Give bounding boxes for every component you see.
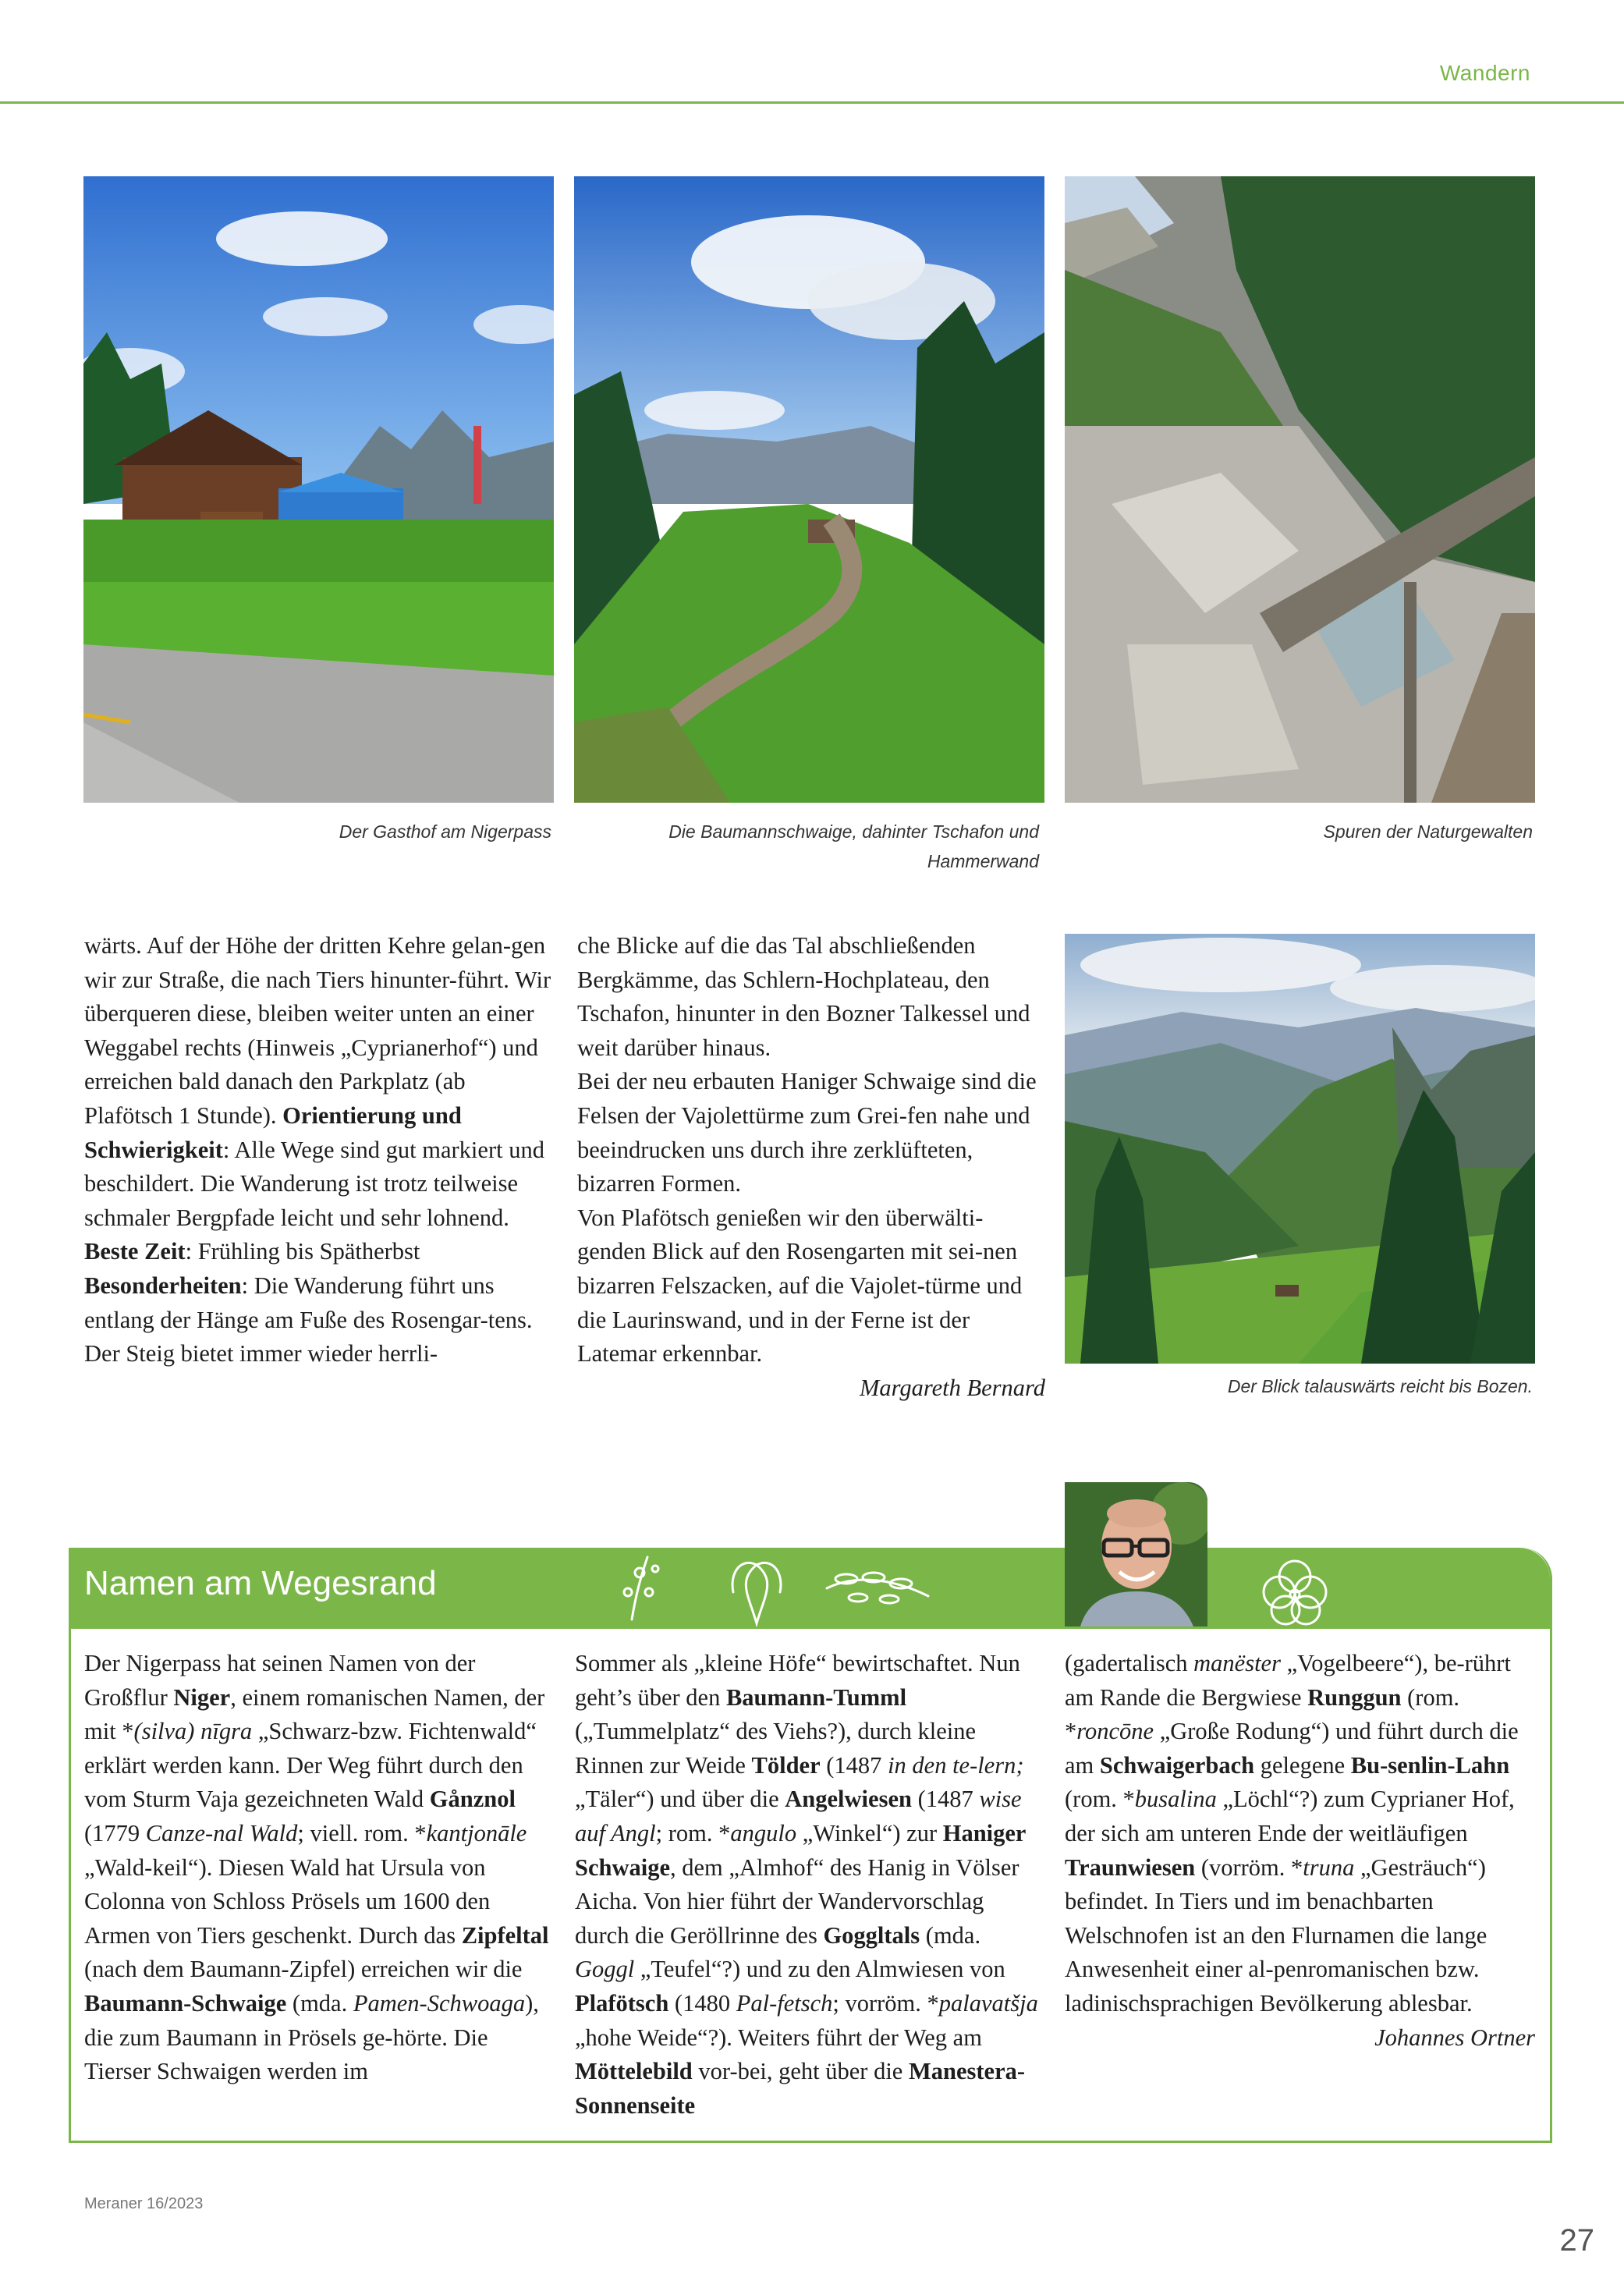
best-time-text: : Frühling bis Spätherbst bbox=[185, 1238, 420, 1265]
issue-label: Meraner 16/2023 bbox=[84, 2195, 204, 2212]
box-text: „Schwarz-bzw. Fichtenwald“ erklärt werden kann. Der Weg führt durch den vom Sturm Vaja gezeichneten Wald bbox=[84, 1718, 537, 1813]
box-text: „Gesträuch“) befindet. In Tiers und im benachbarten Welschnofen ist an den Flurnamen die lange Anwesenheit einer al-penromanischen bzw. ladinischsprachigen Bevölkerung ablesbar. bbox=[1065, 1854, 1487, 2017]
etymology: kantjonāle bbox=[426, 1819, 527, 1846]
place-name: Goggltals bbox=[823, 1921, 920, 1949]
highlights-label: Besonderheiten bbox=[84, 1272, 242, 1299]
box-text: (mda. bbox=[286, 1989, 353, 2017]
etymology: palavatšja bbox=[938, 1989, 1038, 2017]
box-text: Sommer als „kleine Höfe“ bewirtschaftet. Nun geht’s über den bbox=[575, 1650, 1020, 1711]
orientation-text: : Alle Wege sind gut markiert und beschildert. Die Wanderung ist trotz teilweise schmaler Bergpfade leicht und sehr lohnend. bbox=[84, 1136, 544, 1231]
etymology: angulo bbox=[730, 1819, 797, 1846]
etymology: (silva) nīgra bbox=[133, 1718, 253, 1745]
box-column-3 bbox=[1065, 1647, 1535, 2055]
box-column-2 bbox=[575, 1647, 1043, 2123]
box-text: „Winkel“) zur bbox=[796, 1819, 943, 1846]
box-text: „Täler“) und über die bbox=[575, 1786, 785, 1813]
baumannschwaige-caption: Die Baumannschwaige, dahinter Tschafon und Hammerwand bbox=[668, 821, 1039, 871]
etymology: Goggl bbox=[575, 1956, 635, 1983]
box-text: gelegene bbox=[1254, 1751, 1351, 1779]
place-name: Tölder bbox=[751, 1751, 821, 1779]
box-column-1 bbox=[84, 1647, 552, 2089]
place-name: Runggun bbox=[1307, 1683, 1402, 1711]
box-text: (1487 bbox=[911, 1786, 980, 1813]
box-title: Namen am Wegesrand bbox=[84, 1564, 437, 1602]
naturgewalten-photo bbox=[1065, 176, 1535, 803]
place-name: Baumann-Tumml bbox=[725, 1683, 907, 1711]
orientation-label: Orientierung und Schwierigkeit bbox=[84, 1101, 462, 1163]
flower-icon bbox=[1248, 1549, 1357, 1627]
etymology: busalina bbox=[1134, 1786, 1217, 1813]
place-name: Baumann-Schwaige bbox=[84, 1989, 287, 2017]
article-paragraph: che Blicke auf die das Tal abschließenden Bergkämme, das Schlern-Hochplateau, den Tschafon, hinunter in den Bozner Talkessel und weit darüber hinaus. bbox=[577, 932, 1030, 1061]
article-author: Margareth Bernard bbox=[859, 1374, 1045, 1401]
talblick-photo bbox=[1065, 934, 1535, 1364]
article-column-2 bbox=[577, 929, 1045, 1405]
etymology: Pal-fetsch bbox=[736, 1989, 833, 2017]
box-author: Johannes Ortner bbox=[1374, 2024, 1535, 2051]
box-text: ; viell. rom. * bbox=[297, 1819, 427, 1846]
place-name: Angelwiesen bbox=[785, 1786, 912, 1813]
place-name: Traunwiesen bbox=[1065, 1854, 1196, 1881]
place-name: Bu-senlin-Lahn bbox=[1350, 1751, 1510, 1779]
box-text: (1779 bbox=[84, 1819, 146, 1846]
talblick-caption: Der Blick talauswärts reicht bis Bozen. bbox=[1227, 1376, 1533, 1396]
flower-decoration-icon bbox=[601, 1549, 1022, 1627]
box-text: „Löchl“?) zum Cyprianer Hof, der sich am unteren Ende der weitläufigen bbox=[1065, 1786, 1515, 1846]
box-text: ), die zum Baumann in Prösels ge-hörte. Die Tierser Schwaigen werden im bbox=[84, 1989, 539, 2085]
place-name: Manestera-Sonnenseite bbox=[575, 2058, 1026, 2119]
box-text: (nach dem Baumann-Zipfel) erreichen wir die bbox=[84, 1956, 523, 1983]
box-text: (1487 bbox=[820, 1751, 888, 1779]
header-rule bbox=[0, 101, 1624, 104]
box-text: vor-bei, geht über die bbox=[692, 2058, 909, 2085]
article-paragraph: Von Plafötsch genießen wir den überwälti-genden Blick auf den Rosengarten mit sei-nen bizarren Felszacken, auf die Vajolet-türme und die Laurinswand, und in der Ferne ist der Latemar erkennbar. bbox=[577, 1204, 1023, 1368]
place-name: Haniger Schwaige bbox=[575, 1819, 1026, 1881]
box-text: (vorröm. * bbox=[1195, 1854, 1303, 1881]
baumannschwaige-photo bbox=[574, 176, 1044, 803]
box-text: (rom. * bbox=[1065, 1683, 1460, 1745]
place-name: Plafötsch bbox=[575, 1989, 669, 2017]
box-text: ; rom. * bbox=[655, 1819, 731, 1846]
etymology: Canze-nal Wald bbox=[145, 1819, 298, 1846]
etymology: in den te-lern; bbox=[888, 1751, 1024, 1779]
box-text: „Große Rodung“) und führt durch die am bbox=[1065, 1718, 1519, 1779]
etymology: wise auf Angl bbox=[575, 1786, 1022, 1846]
box-text: „hohe Weide“?). Weiters führt der Weg am bbox=[575, 2024, 982, 2051]
page-number: 27 bbox=[1559, 2223, 1594, 2258]
best-time-label: Beste Zeit bbox=[84, 1238, 186, 1265]
box-text: , einem romanischen Namen, der mit * bbox=[84, 1683, 545, 1745]
box-text: (1480 bbox=[668, 1989, 736, 2017]
box-text: Der Nigerpass hat seinen Namen von der Großflur bbox=[84, 1650, 476, 1711]
gasthof-caption: Der Gasthof am Nigerpass bbox=[339, 821, 551, 842]
box-text: (gadertalisch bbox=[1065, 1650, 1194, 1676]
article-paragraph: wärts. Auf der Höhe der dritten Kehre gelan-gen wir zur Straße, die nach Tiers hinunter-führt. Wir überqueren diese, bleiben weiter unten an einer Weggabel rechts (Hinweis „Cyprianerhof“) und erreichen bald danach den Parkplatz (ab Plafötsch 1 Stunde). bbox=[84, 932, 551, 1129]
place-name: Gånznol bbox=[429, 1786, 516, 1813]
box-text: „Teufel“?) und zu den Almwiesen von bbox=[634, 1956, 1005, 1983]
etymology: truna bbox=[1303, 1854, 1355, 1881]
naturgewalten-caption: Spuren der Naturgewalten bbox=[1323, 821, 1533, 842]
gasthof-photo bbox=[83, 176, 554, 803]
place-name: Zipfeltal bbox=[461, 1921, 549, 1949]
place-name: Schwaigerbach bbox=[1099, 1751, 1255, 1779]
box-text: (mda. bbox=[920, 1921, 981, 1949]
article-paragraph: Bei der neu erbauten Haniger Schwaige sind die Felsen der Vajolettürme zum Grei-fen nahe und beeindrucken uns durch ihre zerklüfteten, bizarren Formen. bbox=[577, 1068, 1037, 1197]
box-text: ; vorröm. * bbox=[832, 1989, 939, 2017]
box-text: („Tummelplatz“ des Viehs?), durch kleine Rinnen zur Weide bbox=[575, 1718, 976, 1779]
box-text: , dem „Almhof“ des Hanig in Völser Aicha. Von hier führt der Wandervorschlag durch die Geröllrinne des bbox=[575, 1854, 1019, 1949]
author-portrait bbox=[1065, 1482, 1207, 1626]
section-label: Wandern bbox=[1439, 61, 1530, 85]
place-name: Möttelebild bbox=[575, 2058, 693, 2085]
etymology: roncōne bbox=[1076, 1718, 1154, 1745]
article-column-1 bbox=[84, 929, 552, 1371]
etymology: Pamen-Schwoaga bbox=[353, 1989, 526, 2017]
highlights-text: : Die Wanderung führt uns entlang der Hänge am Fuße des Rosengar-tens. Der Steig bietet immer wieder herrli- bbox=[84, 1272, 533, 1368]
box-text: (rom. * bbox=[1065, 1786, 1135, 1813]
place-name: Niger bbox=[173, 1683, 231, 1711]
box-text: „Wald-keil“). Diesen Wald hat Ursula von Colonna von Schloss Prösels um 1600 den Armen von Tiers geschenkt. Durch das bbox=[84, 1854, 491, 1949]
etymology: manëster bbox=[1193, 1650, 1281, 1676]
box-text: „Vogelbeere“), be-rührt am Rande die Bergwiese bbox=[1065, 1650, 1511, 1711]
